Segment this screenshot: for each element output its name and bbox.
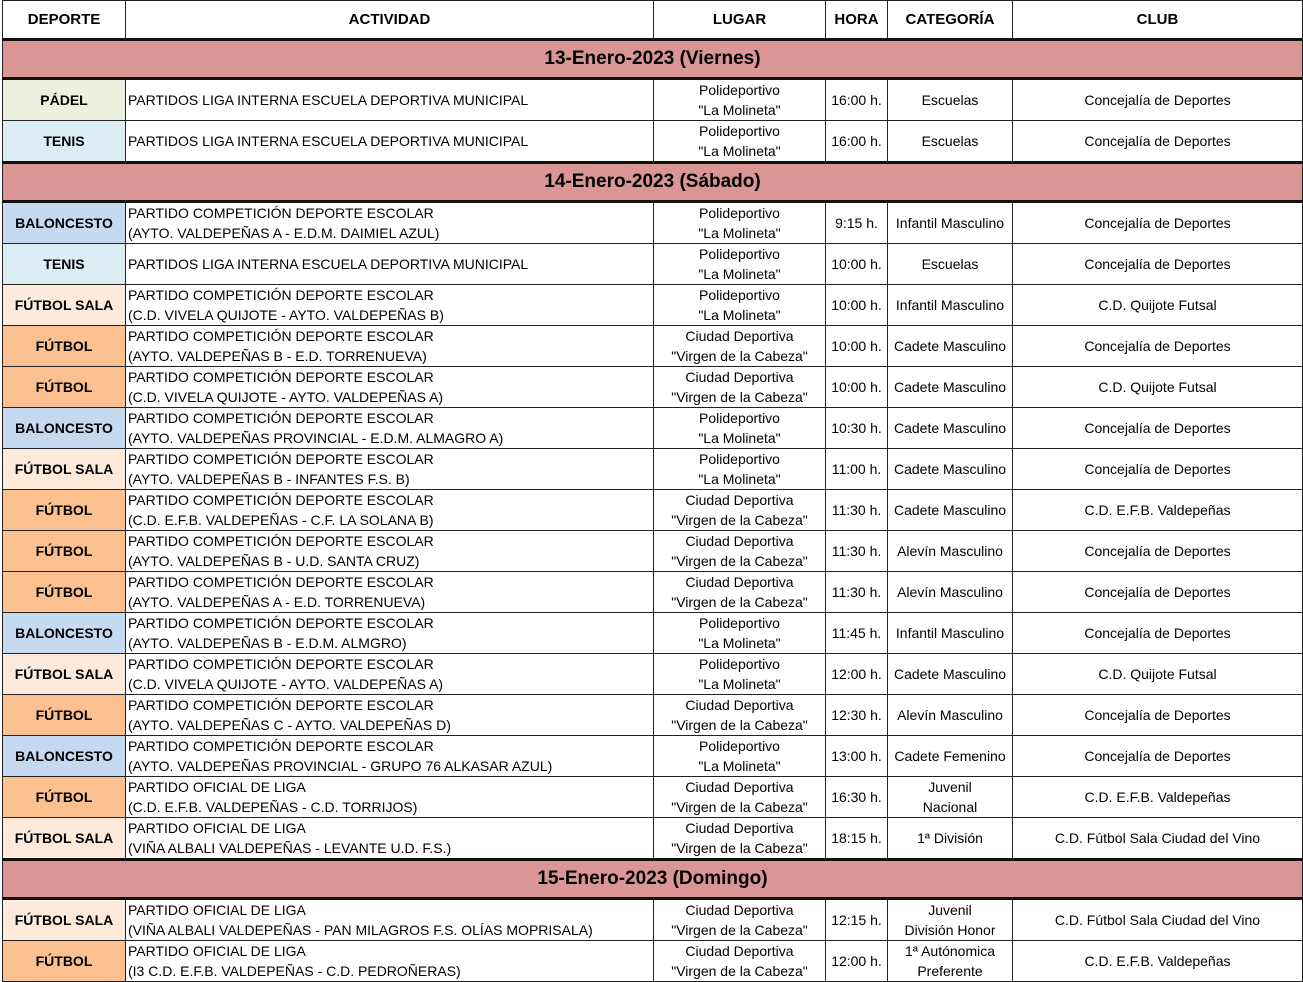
category-line: Escuelas [921,256,979,272]
activity-line: (C.D. VIVELA QUIJOTE - AYTO. VALDEPEÑAS A) [128,389,444,405]
venue-cell [654,285,826,326]
time-cell: 16:00 h. [826,121,888,163]
venue-line: Ciudad Deportiva [685,820,794,836]
category-cell [888,121,1013,163]
category-line: Preferente [917,963,983,979]
club-cell: Concejalía de Deportes [1013,79,1303,121]
venue-cell [654,408,826,449]
venue-line: Ciudad Deportiva [685,943,794,959]
club-cell: C.D. E.F.B. Valdepeñas [1013,490,1303,531]
activity-line: (AYTO. VALDEPEÑAS B - E.D. TORRENUEVA) [128,348,427,364]
category-cell [888,449,1013,490]
club-cell: Concejalía de Deportes [1013,244,1303,285]
activity-line: PARTIDOS LIGA INTERNA ESCUELA DEPORTIVA MUNICIPAL [128,256,529,272]
activity-line: PARTIDO COMPETICIÓN DEPORTE ESCOLAR [128,369,434,385]
venue-line: Ciudad Deportiva [685,533,794,549]
activity-cell [126,941,654,982]
activity-cell [126,695,654,736]
sport-cell: BALONCESTO [3,202,126,244]
category-line: Cadete Masculino [893,666,1007,682]
table-row [3,202,1303,244]
club-cell: C.D. Quijote Futsal [1013,654,1303,695]
activity-line: (VIÑA ALBALI VALDEPEÑAS - LEVANTE U.D. F.S.) [128,840,452,856]
header-actividad: ACTIVIDAD [126,1,654,40]
header-hora: HORA [826,1,888,40]
time-cell: 10:00 h. [826,326,888,367]
category-line: 1ª Autónomica [904,943,995,959]
club-cell: Concejalía de Deportes [1013,326,1303,367]
category-line: Cadete Masculino [893,461,1007,477]
header-categoria: CATEGORÍA [888,1,1013,40]
activity-line: (I3 C.D. E.F.B. VALDEPEÑAS - C.D. PEDROÑERAS) [128,963,461,979]
activity-line: PARTIDOS LIGA INTERNA ESCUELA DEPORTIVA MUNICIPAL [128,133,529,149]
time-cell: 18:15 h. [826,818,888,860]
table-row [3,490,1303,531]
venue-line: Polideportivo [699,287,780,303]
category-line: Juvenil [928,902,972,918]
activity-cell [126,818,654,860]
category-cell [888,244,1013,285]
category-cell [888,367,1013,408]
activity-line: (VIÑA ALBALI VALDEPEÑAS - PAN MILAGROS F.S. OLÍAS MOPRISALA) [128,922,593,938]
sport-cell: BALONCESTO [3,408,126,449]
activity-line: PARTIDO OFICIAL DE LIGA [128,943,306,959]
venue-line: Polideportivo [699,738,780,754]
table-row [3,449,1303,490]
venue-line: Ciudad Deportiva [685,492,794,508]
venue-line: "La Molineta" [698,307,781,323]
activity-cell [126,326,654,367]
category-cell [888,736,1013,777]
activity-line: PARTIDO OFICIAL DE LIGA [128,902,306,918]
venue-line: "Virgen de la Cabeza" [671,348,808,364]
activity-line: PARTIDO COMPETICIÓN DEPORTE ESCOLAR [128,615,434,631]
sport-cell: BALONCESTO [3,736,126,777]
time-cell: 12:00 h. [826,654,888,695]
time-cell: 12:15 h. [826,899,888,941]
venue-cell [654,202,826,244]
table-row [3,613,1303,654]
date-row [3,860,1303,899]
venue-line: "Virgen de la Cabeza" [671,553,808,569]
activity-line: (AYTO. VALDEPEÑAS A - E.D. TORRENUEVA) [128,594,426,610]
category-line: 1ª División [917,830,983,846]
category-cell [888,79,1013,121]
venue-cell [654,79,826,121]
venue-line: "Virgen de la Cabeza" [671,717,808,733]
activity-line: PARTIDO COMPETICIÓN DEPORTE ESCOLAR [128,492,434,508]
sport-cell: FÚTBOL [3,941,126,982]
venue-cell [654,490,826,531]
venue-line: Ciudad Deportiva [685,369,794,385]
sport-cell: FÚTBOL [3,490,126,531]
club-cell: Concejalía de Deportes [1013,531,1303,572]
venue-line: "La Molineta" [698,266,781,282]
category-cell [888,613,1013,654]
sport-cell: FÚTBOL SALA [3,285,126,326]
venue-line: Polideportivo [699,205,780,221]
time-cell: 12:30 h. [826,695,888,736]
sport-cell: FÚTBOL [3,572,126,613]
table-row [3,695,1303,736]
activity-cell [126,613,654,654]
activity-line: PARTIDO COMPETICIÓN DEPORTE ESCOLAR [128,328,434,344]
category-line: Cadete Masculino [893,338,1007,354]
sport-cell: FÚTBOL SALA [3,818,126,860]
category-line: Juvenil [928,779,972,795]
club-cell: Concejalía de Deportes [1013,408,1303,449]
category-line: Cadete Femenino [894,748,1006,764]
venue-cell [654,572,826,613]
activity-cell [126,121,654,163]
venue-line: "La Molineta" [698,676,781,692]
schedule-table [2,0,1303,982]
activity-line: PARTIDO OFICIAL DE LIGA [128,779,306,795]
venue-cell [654,777,826,818]
club-cell: C.D. Quijote Futsal [1013,367,1303,408]
venue-line: Polideportivo [699,410,780,426]
sport-cell: FÚTBOL [3,777,126,818]
activity-line: PARTIDO COMPETICIÓN DEPORTE ESCOLAR [128,410,434,426]
table-row [3,941,1303,982]
sport-cell: TENIS [3,244,126,285]
venue-line: "La Molineta" [698,430,781,446]
venue-cell [654,899,826,941]
time-cell: 16:30 h. [826,777,888,818]
category-line: División Honor [904,922,996,938]
activity-line: (AYTO. VALDEPEÑAS B - U.D. SANTA CRUZ) [128,553,420,569]
category-cell [888,285,1013,326]
category-line: Alevín Masculino [897,707,1003,723]
category-cell [888,654,1013,695]
category-cell [888,941,1013,982]
activity-cell [126,408,654,449]
venue-cell [654,818,826,860]
category-cell [888,818,1013,860]
activity-cell [126,899,654,941]
header-deporte: DEPORTE [3,1,126,40]
activity-line: (C.D. E.F.B. VALDEPEÑAS - C.D. TORRIJOS) [128,799,418,815]
activity-line: (AYTO. VALDEPEÑAS A - E.D.M. DAIMIEL AZUL) [128,225,440,241]
venue-line: Polideportivo [699,123,780,139]
activity-line: PARTIDO COMPETICIÓN DEPORTE ESCOLAR [128,656,434,672]
activity-cell [126,367,654,408]
venue-cell [654,531,826,572]
date-row [3,40,1303,79]
category-line: Infantil Masculino [895,215,1005,231]
activity-cell [126,654,654,695]
venue-line: "Virgen de la Cabeza" [671,799,808,815]
category-cell [888,531,1013,572]
sport-cell: FÚTBOL [3,695,126,736]
time-cell: 13:00 h. [826,736,888,777]
sport-cell: FÚTBOL SALA [3,899,126,941]
venue-cell [654,695,826,736]
venue-line: "Virgen de la Cabeza" [671,594,808,610]
table-row [3,326,1303,367]
time-cell: 10:00 h. [826,285,888,326]
venue-line: "La Molineta" [698,758,781,774]
schedule-body [3,40,1303,982]
activity-cell [126,531,654,572]
venue-line: "Virgen de la Cabeza" [671,963,808,979]
sport-cell: FÚTBOL SALA [3,449,126,490]
category-cell [888,202,1013,244]
club-cell: Concejalía de Deportes [1013,613,1303,654]
category-line: Cadete Masculino [893,379,1007,395]
table-row [3,572,1303,613]
venue-cell [654,367,826,408]
sport-cell: FÚTBOL SALA [3,654,126,695]
table-row [3,408,1303,449]
header-row [3,1,1303,40]
category-line: Escuelas [921,133,979,149]
venue-line: Ciudad Deportiva [685,779,794,795]
venue-line: Polideportivo [699,451,780,467]
category-line: Infantil Masculino [895,297,1005,313]
venue-cell [654,121,826,163]
venue-cell [654,449,826,490]
venue-line: "Virgen de la Cabeza" [671,389,808,405]
category-cell [888,572,1013,613]
activity-line: PARTIDO COMPETICIÓN DEPORTE ESCOLAR [128,451,434,467]
venue-line: "La Molineta" [698,635,781,651]
table-row [3,777,1303,818]
time-cell: 10:00 h. [826,367,888,408]
activity-line: (C.D. E.F.B. VALDEPEÑAS - C.F. LA SOLANA B) [128,512,434,528]
time-cell: 10:30 h. [826,408,888,449]
sport-cell: BALONCESTO [3,613,126,654]
time-cell: 12:00 h. [826,941,888,982]
date-heading: 13-Enero-2023 (Viernes) [3,40,1303,79]
time-cell: 9:15 h. [826,202,888,244]
club-cell: Concejalía de Deportes [1013,202,1303,244]
activity-line: PARTIDO COMPETICIÓN DEPORTE ESCOLAR [128,697,434,713]
category-line: Cadete Masculino [893,420,1007,436]
date-heading: 14-Enero-2023 (Sábado) [3,163,1303,202]
club-cell: Concejalía de Deportes [1013,121,1303,163]
venue-cell [654,941,826,982]
category-cell [888,777,1013,818]
activity-cell [126,79,654,121]
category-line: Nacional [922,799,978,815]
table-row [3,121,1303,163]
club-cell: C.D. Fútbol Sala Ciudad del Vino [1013,899,1303,941]
venue-line: Ciudad Deportiva [685,902,794,918]
activity-line: PARTIDO COMPETICIÓN DEPORTE ESCOLAR [128,533,434,549]
table-row [3,367,1303,408]
sport-cell: FÚTBOL [3,367,126,408]
category-cell [888,899,1013,941]
activity-line: PARTIDO OFICIAL DE LIGA [128,820,306,836]
sport-cell: PÁDEL [3,79,126,121]
category-line: Escuelas [921,92,979,108]
venue-line: Polideportivo [699,246,780,262]
sport-cell: TENIS [3,121,126,163]
venue-line: Polideportivo [699,82,780,98]
activity-cell [126,285,654,326]
table-row [3,736,1303,777]
venue-line: "Virgen de la Cabeza" [671,840,808,856]
time-cell: 16:00 h. [826,79,888,121]
header-lugar: LUGAR [654,1,826,40]
activity-line: PARTIDOS LIGA INTERNA ESCUELA DEPORTIVA MUNICIPAL [128,92,529,108]
activity-line: (AYTO. VALDEPEÑAS PROVINCIAL - E.D.M. ALMAGRO A) [128,430,504,446]
sport-cell: FÚTBOL [3,531,126,572]
activity-line: PARTIDO COMPETICIÓN DEPORTE ESCOLAR [128,738,434,754]
table-row [3,79,1303,121]
venue-line: "Virgen de la Cabeza" [671,512,808,528]
category-cell [888,695,1013,736]
venue-line: Polideportivo [699,615,780,631]
activity-line: PARTIDO COMPETICIÓN DEPORTE ESCOLAR [128,287,434,303]
activity-line: (C.D. VIVELA QUIJOTE - AYTO. VALDEPEÑAS B) [128,307,444,323]
club-cell: C.D. Fútbol Sala Ciudad del Vino [1013,818,1303,860]
club-cell: C.D. E.F.B. Valdepeñas [1013,777,1303,818]
category-line: Cadete Masculino [893,502,1007,518]
activity-cell [126,490,654,531]
venue-line: Ciudad Deportiva [685,328,794,344]
time-cell: 11:30 h. [826,572,888,613]
time-cell: 10:00 h. [826,244,888,285]
activity-line: (AYTO. VALDEPEÑAS B - INFANTES F.S. B) [128,471,410,487]
club-cell: C.D. Quijote Futsal [1013,285,1303,326]
table-row [3,285,1303,326]
venue-cell [654,654,826,695]
activity-line: (AYTO. VALDEPEÑAS PROVINCIAL - GRUPO 76 ALKASAR AZUL) [128,758,553,774]
club-cell: Concejalía de Deportes [1013,736,1303,777]
table-row [3,531,1303,572]
activity-line: (AYTO. VALDEPEÑAS C - AYTO. VALDEPEÑAS D) [128,717,451,733]
table-row [3,818,1303,860]
activity-cell [126,244,654,285]
activity-line: PARTIDO COMPETICIÓN DEPORTE ESCOLAR [128,574,434,590]
category-line: Alevín Masculino [897,584,1003,600]
activity-cell [126,572,654,613]
venue-cell [654,244,826,285]
venue-line: Ciudad Deportiva [685,697,794,713]
activity-cell [126,736,654,777]
venue-cell [654,326,826,367]
time-cell: 11:45 h. [826,613,888,654]
venue-cell [654,613,826,654]
time-cell: 11:30 h. [826,490,888,531]
club-cell: Concejalía de Deportes [1013,449,1303,490]
activity-cell [126,777,654,818]
venue-line: Polideportivo [699,656,780,672]
venue-line: "La Molineta" [698,471,781,487]
category-line: Infantil Masculino [895,625,1005,641]
venue-line: "La Molineta" [698,225,781,241]
venue-line: "Virgen de la Cabeza" [671,922,808,938]
club-cell: Concejalía de Deportes [1013,572,1303,613]
date-heading: 15-Enero-2023 (Domingo) [3,860,1303,899]
sport-cell: FÚTBOL [3,326,126,367]
date-row [3,163,1303,202]
header-club: CLUB [1013,1,1303,40]
activity-cell [126,202,654,244]
activity-cell [126,449,654,490]
venue-cell [654,736,826,777]
table-row [3,654,1303,695]
activity-line: PARTIDO COMPETICIÓN DEPORTE ESCOLAR [128,205,434,221]
table-row [3,899,1303,941]
venue-line: "La Molineta" [698,143,781,159]
venue-line: "La Molineta" [698,102,781,118]
club-cell: C.D. E.F.B. Valdepeñas [1013,941,1303,982]
category-line: Alevín Masculino [897,543,1003,559]
activity-line: (AYTO. VALDEPEÑAS B - E.D.M. ALMGRO) [128,635,407,651]
venue-line: Ciudad Deportiva [685,574,794,590]
category-cell [888,408,1013,449]
activity-line: (C.D. VIVELA QUIJOTE - AYTO. VALDEPEÑAS A) [128,676,444,692]
table-row [3,244,1303,285]
category-cell [888,490,1013,531]
time-cell: 11:30 h. [826,531,888,572]
category-cell [888,326,1013,367]
time-cell: 11:00 h. [826,449,888,490]
club-cell: Concejalía de Deportes [1013,695,1303,736]
